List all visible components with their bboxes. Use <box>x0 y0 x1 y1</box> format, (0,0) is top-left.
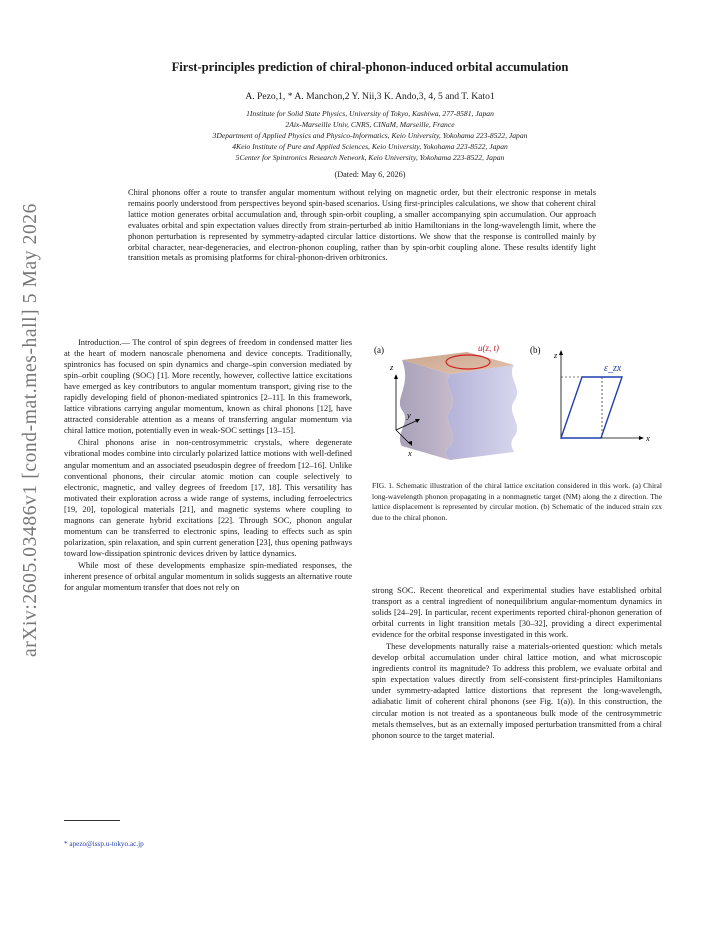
corresponding-email[interactable]: * apezo@issp.u-tokyo.ac.jp <box>64 840 144 848</box>
strain-diagram <box>559 350 644 440</box>
figure-1 <box>372 340 664 475</box>
chiral-lattice-block <box>400 352 517 460</box>
affiliation-1: 1Institute for Solid State Physics, University of Tokyo, Kashiwa, 277-8581, Japan <box>246 109 494 118</box>
paragraph-chiral-phonons: Chiral phonons arise in non-centrosymmetric crystals, where degenerate vibrational modes combine into circularly polarized lattice motions with well-defined angular momentum and an associated pseudospin degree of freedom [12–16]. Unlike conventional phonons, their circular atomic motion can couple selectively to electronic, magnetic, and valley degrees of freedom [17, 18]. This versatility has motivated their exploration across a wide range of systems, including ferroelectrics [19, 20], topological materials [21], and magnetic systems where coupling to magnons can generate hybrid excitations [22]. Through SOC, phonon angular momentum can be transferred to electronic spins, leading to effects such as spin polarization, spin relaxation, and spin current generation [23], thus opening pathways toward low-dissipation spintronic devices driven by lattice dynamics. <box>64 438 352 558</box>
axis-y-a: y <box>407 410 411 420</box>
block-side-face <box>446 365 517 460</box>
axis-z-a: z <box>390 362 394 372</box>
footnote-rule <box>64 820 120 821</box>
panel-b-label: (b) <box>530 345 541 355</box>
figure-1-caption: FIG. 1. Schematic illustration of the chiral lattice excitation considered in this work. (a) Chiral long-wavelength phonon propagating in a nonmagnetic target (NM) along the z direction. The lattice displacement is represented by circular motion. (b) Schematic of the induced strain εzx due to the chiral phonon. <box>372 481 662 522</box>
strain-label: ε_zx <box>604 363 622 374</box>
paragraph-intro: Introduction.— The control of spin degrees of freedom in condensed matter lies at the heart of modern nanoscale phenomena and device concepts. Traditionally, spintronics has focused on spin dynamics and charge–spin conversion mediated by spin–orbit coupling (SOC) [1]. More recently, however, collective lattice excitations have emerged as key contributors to angular momentum transport, giving rise to the rapidly developing field of phonon-mediated spintronics [2–11]. In this framework, lattice vibrations carrying angular momentum, known as chiral phonons [12], have attracted considerable attention as a means of transferring angular momentum via chiral lattice motion, potentially even in weak-SOC settings [13–15]. <box>64 338 352 436</box>
paper-title: First-principles prediction of chiral-phonon-induced orbital accumulation <box>171 60 569 74</box>
axis-x-b: x <box>646 433 650 443</box>
arxiv-stamp-text: arXiv:2605.03486v1 [cond-mat.mes-hall] 5 May 2026 <box>20 203 41 657</box>
affiliation-2: 2Aix-Marseille Univ, CNRS, CINaM, Marseille, France <box>285 120 455 129</box>
panel-a-label: (a) <box>374 345 384 355</box>
paragraph-orbital-transport: strong SOC. Recent theoretical and experimental studies have established orbital transport as a central ingredient of nonequilibrium angular-momentum dynamics in solids [24–29]. In particular, recent experiments reported chiral-phonon generation of orbital currents in light transition metals [30–32], providing a direct experimental evidence for the orbital response investigated in this work. <box>372 586 662 640</box>
left-column <box>64 337 352 593</box>
axis-z-b: z <box>554 350 558 360</box>
affiliation-4: 4Keio Institute of Pure and Applied Sciences, Keio University, Yokohama 223-8522, Japan <box>232 142 508 151</box>
strain-parallelogram <box>561 377 622 438</box>
affiliation-3: 3Department of Applied Physics and Physico-Informatics, Keio University, Yokohama 223-8522, Japan <box>212 131 528 140</box>
abstract: Chiral phonons offer a route to transfer angular momentum without relying on magnetic order, but their electronic response in metals remains poorly understood from perspectives beyond spin-based scenarios. Using first-principles calculations, we show that coherent chiral lattice motion generates orbital accumulation and, through spin-orbit coupling, a smaller accompanying spin accumulation. Our approach evaluates orbital and spin expectation values directly from strain-perturbed ab initio Hamiltonians in the long-wavelength limit, where the phonon perturbation is represented by symmetry-adapted circular lattice distortions. We show that the response is controlled mainly by orbital character, near-degeneracies, and electron-phonon coupling, rather than by spin-orbit coupling alone. These results identify light transition metals as promising platforms for chiral-phonon-driven orbitronics. <box>128 188 596 263</box>
paragraph-materials-question: These developments naturally raise a materials-oriented question: which metals develop orbital accumulation under chiral lattice motion, and what microscopic ingredients control its magnitude? To address this problem, we evaluate orbital and spin expectation values directly from self-consistent first-principles Hamiltonians under symmetry-adapted lattice distortions that represent the long-wavelength, adiabatic limit of coherent chiral phonons (see Fig. 1(a)). In this construction, the circular motion is not treated as a spontaneous bulk mode of the centrosymmetric metals themselves, but as an externally imposed perturbation transmitted from a chiral phonon source to the target material. <box>372 642 662 740</box>
displacement-label: u(z, t) <box>478 343 499 353</box>
arxiv-stamp <box>20 170 42 690</box>
paragraph-orbital: While most of these developments emphasize spin-mediated responses, the inherent presence of orbital angular momentum in solids suggests an alternative route for angular momentum transfer that does not rely on <box>64 560 352 593</box>
right-column <box>372 585 662 741</box>
axis-x-a: x <box>408 448 412 458</box>
author-list: A. Pezo,1, * A. Manchon,2 Y. Nii,3 K. Ando,3, 4, 5 and T. Kato1 <box>245 91 495 102</box>
affiliation-5: 5Center for Spintronics Research Network, Keio University, Yokohama 223-8522, Japan <box>235 153 505 162</box>
dated-line: (Dated: May 6, 2026) <box>334 170 406 179</box>
